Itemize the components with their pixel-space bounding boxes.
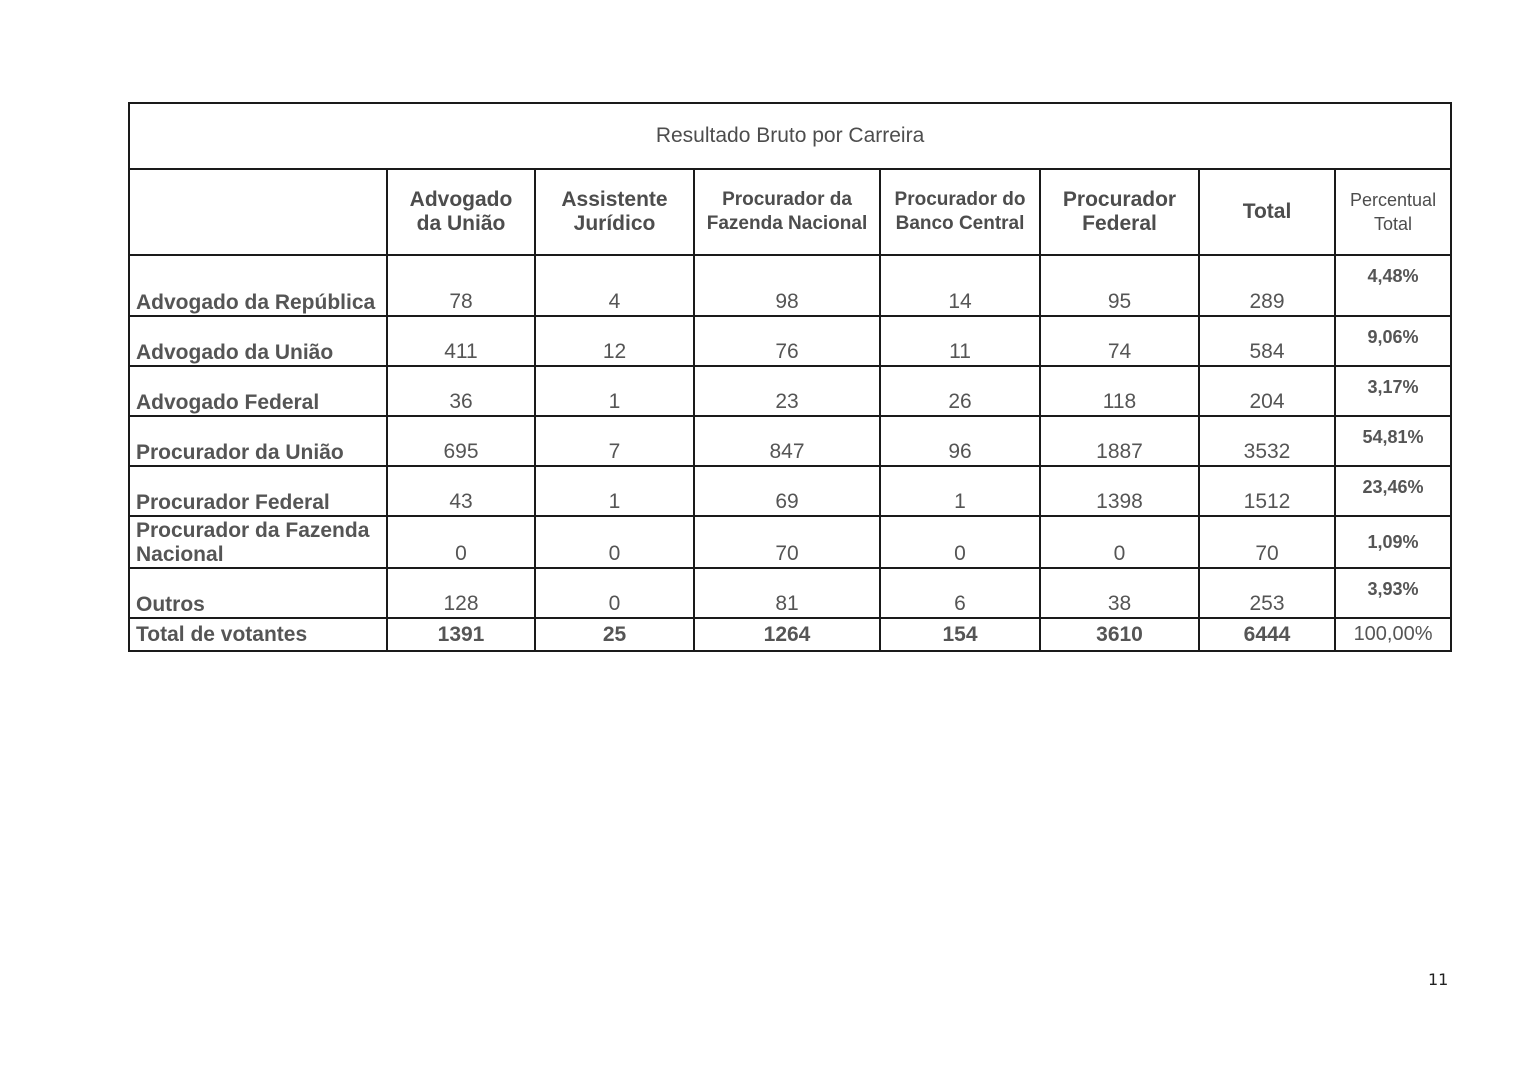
cell-value: 23 [694,366,880,416]
total-value: 1391 [387,618,535,651]
header-total: Total [1199,169,1335,255]
cell-value: 1 [880,466,1040,516]
cell-value: 12 [535,316,694,366]
table-row [129,568,1451,618]
header-percentual-total: Percentual Total [1335,169,1451,255]
cell-value: 43 [387,466,535,516]
total-value: 25 [535,618,694,651]
cell-value: 81 [694,568,880,618]
cell-percent: 9,06% [1335,316,1451,366]
row-label: Advogado Federal [129,366,387,416]
cell-value: 1 [535,366,694,416]
cell-total: 289 [1199,255,1335,316]
cell-value: 36 [387,366,535,416]
total-row-label: Total de votantes [129,618,387,651]
cell-value: 0 [535,568,694,618]
header-assistente-juridico: Assistente Jurídico [535,169,694,255]
cell-value: 98 [694,255,880,316]
header-row [129,169,1451,255]
header-procurador-banco-central: Procurador do Banco Central [880,169,1040,255]
total-value: 3610 [1040,618,1199,651]
cell-percent: 3,93% [1335,568,1451,618]
cell-value: 0 [387,516,535,568]
cell-value: 118 [1040,366,1199,416]
total-value: 154 [880,618,1040,651]
cell-value: 847 [694,416,880,466]
cell-value: 78 [387,255,535,316]
cell-value: 76 [694,316,880,366]
row-label: Procurador da União [129,416,387,466]
cell-percent: 4,48% [1335,255,1451,316]
table-row [129,466,1451,516]
row-label: Advogado da União [129,316,387,366]
cell-total: 253 [1199,568,1335,618]
table-row [129,416,1451,466]
cell-value: 695 [387,416,535,466]
cell-value: 1398 [1040,466,1199,516]
table-title: Resultado Bruto por Carreira [129,103,1451,169]
cell-total: 3532 [1199,416,1335,466]
cell-value: 1 [535,466,694,516]
total-value: 1264 [694,618,880,651]
cell-value: 38 [1040,568,1199,618]
grand-total: 6444 [1199,618,1335,651]
cell-percent: 3,17% [1335,366,1451,416]
cell-total: 204 [1199,366,1335,416]
row-label: Procurador Federal [129,466,387,516]
cell-value: 95 [1040,255,1199,316]
total-percent: 100,00% [1335,618,1451,651]
cell-percent: 54,81% [1335,416,1451,466]
cell-value: 0 [535,516,694,568]
header-procurador-fazenda-nacional: Procurador da Fazenda Nacional [694,169,880,255]
table-row [129,366,1451,416]
total-row [129,618,1451,651]
page-number: 11 [1428,970,1449,989]
cell-total: 1512 [1199,466,1335,516]
cell-value: 69 [694,466,880,516]
cell-total: 584 [1199,316,1335,366]
cell-value: 74 [1040,316,1199,366]
row-label: Procurador da Fazenda Nacional [129,516,387,568]
cell-value: 14 [880,255,1040,316]
header-procurador-federal: Procurador Federal [1040,169,1199,255]
cell-value: 7 [535,416,694,466]
row-label: Advogado da República [129,255,387,316]
results-table-container [128,102,1450,652]
header-advogado-da-uniao: Advogado da União [387,169,535,255]
cell-percent: 1,09% [1335,516,1451,568]
cell-value: 411 [387,316,535,366]
header-empty-cell [129,169,387,255]
table-row [129,316,1451,366]
cell-value: 96 [880,416,1040,466]
cell-value: 11 [880,316,1040,366]
table-row [129,255,1451,316]
cell-total: 70 [1199,516,1335,568]
table-row [129,516,1451,568]
cell-value: 70 [694,516,880,568]
row-label: Outros [129,568,387,618]
cell-percent: 23,46% [1335,466,1451,516]
cell-value: 0 [880,516,1040,568]
results-table [128,102,1452,652]
cell-value: 26 [880,366,1040,416]
cell-value: 1887 [1040,416,1199,466]
cell-value: 0 [1040,516,1199,568]
cell-value: 128 [387,568,535,618]
cell-value: 4 [535,255,694,316]
cell-value: 6 [880,568,1040,618]
